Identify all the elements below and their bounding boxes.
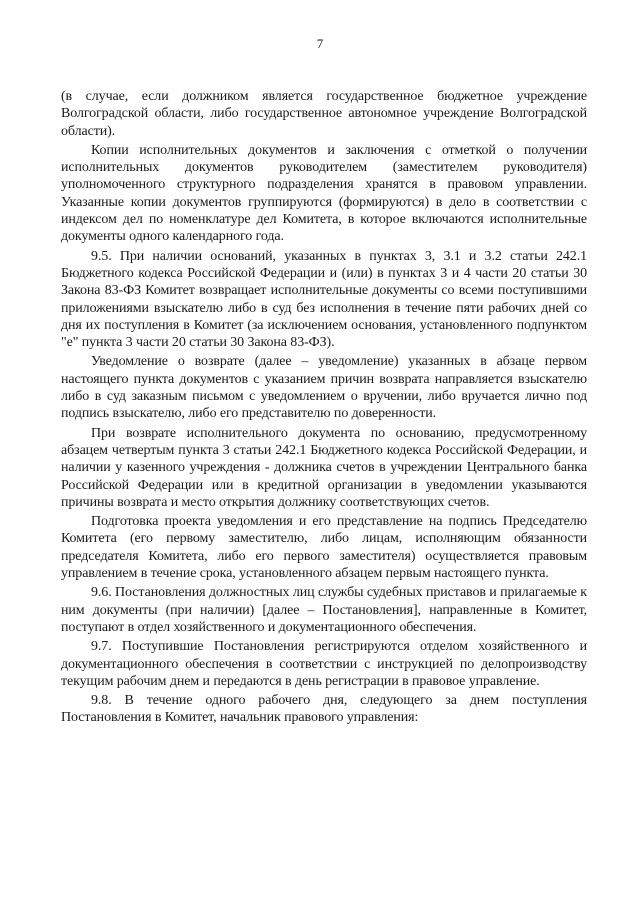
paragraph-return-grounds: При возврате исполнительного документа по основанию, предусмотренному абзацем четвертым пункта 3 статьи 242.1 Бюджетного кодекса Российской Федерации, и наличии у казенного учреждения - должника счетов в учреждении Центрального банка Российской Федерации или в кредитной организации в уведомлении указываются причины возврата и место открытия должнику соответствующих счетов.: [61, 425, 587, 510]
paragraph-notice-preparation: Подготовка проекта уведомления и его представление на подпись Председателю Комитета (его первому заместителю, либо лицам, исполняющим обязанности председателя Комитета, либо его первого заместителя) осуществляется правовым управлением в течение срока, установленного абзацем первым настоящего пункта.: [61, 514, 587, 582]
page-number: 7: [316, 36, 324, 51]
paragraph-copies-storage: Копии исполнительных документов и заключения с отметкой о получении исполнительных документов руководителем (заместителем руководителя) уполномоченного структурного подразделения хранятся в правовом управлении. Указанные копии документов группируются (формируются) в дело в соответствии с индексом дел по номенклатуре дел Комитета, в которое включаются исполнительные документы одного календарного года.: [61, 142, 587, 245]
paragraph-9-8: 9.8. В течение одного рабочего дня, следующего за днем поступления Постановления в Комитет, начальник правового управления:: [61, 693, 587, 726]
paragraph-9-7: 9.7. Поступившие Постановления регистрируются отделом хозяйственного и документационного обеспечения в соответствии с инструкцией по делопроизводству текущим рабочим днем и передаются в день регистрации в правовое управление.: [61, 639, 587, 689]
paragraph-return-notice: Уведомление о возврате (далее – уведомление) указанных в абзаце первом настоящего пункта документов с указанием причин возврата направляется взыскателю либо в суд заказным письмом с уведомлением о вручении, либо вручается лично под подпись взыскателю, либо его представителю по доверенности.: [61, 354, 587, 422]
paragraph-9-5: 9.5. При наличии оснований, указанных в пунктах 3, 3.1 и 3.2 статьи 242.1 Бюджетного кодекса Российской Федерации и (или) в пунктах 3 и 4 части 20 статьи 30 Закона 83-ФЗ Комитет возвращает исполнительные документы со всеми поступившими приложениями взыскателю либо в суд без исполнения в течение пяти рабочих дней со дня их поступления в Комитет (за исключением основания, установленного подпунктом "е" пункта 3 части 20 статьи 30 Закона 83-ФЗ).: [61, 248, 587, 351]
document-body: [61, 88, 587, 727]
paragraph-9-6: 9.6. Постановления должностных лиц службы судебных приставов и прилагаемые к ним документы (при наличии) [далее – Постановления], направленные в Комитет, поступают в отдел хозяйственного и документационного обеспечения.: [61, 585, 587, 635]
paragraph-continuation: (в случае, если должником является государственное бюджетное учреждение Волгоградской области, либо государственное автономное учреждение Волгоградской области).: [61, 89, 587, 139]
